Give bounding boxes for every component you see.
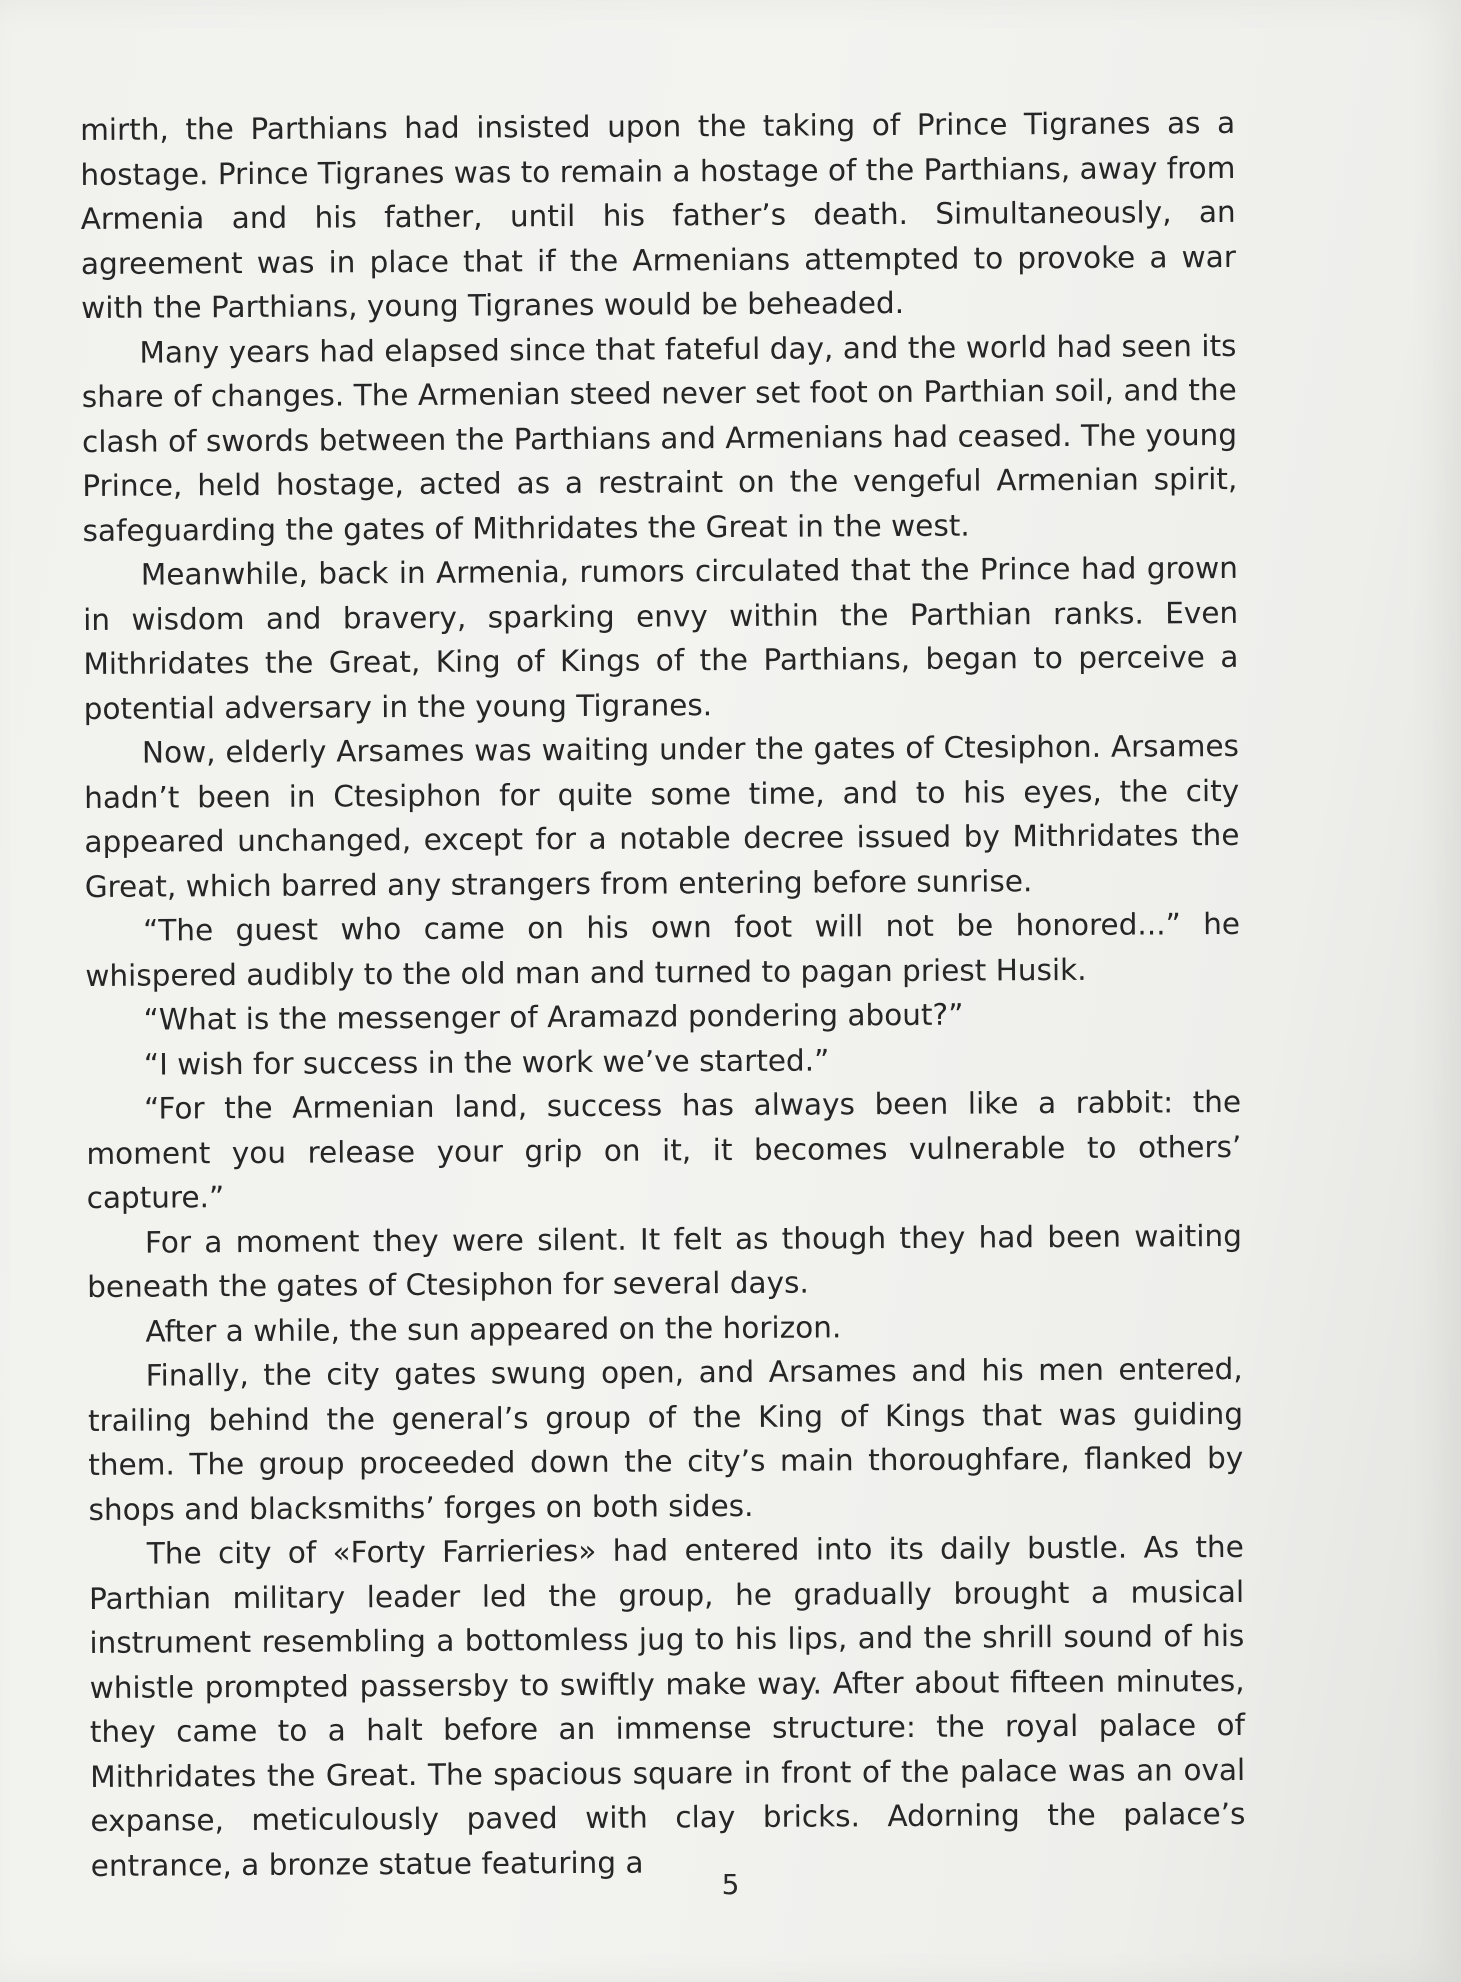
paragraph: “The guest who came on his own foot will not be honored...” he whispered audibly to the old man and turned to pagan priest Husik. <box>85 906 1241 993</box>
paragraph: Meanwhile, back in Armenia, rumors circulated that the Prince had grown in wisdom and bravery, sparking envy within the Parthian ranks. Even Mithridates the Great, King of Kings of the Parthians, began to perceive a potential adversary in the young Tigranes. <box>83 550 1239 726</box>
paragraph: mirth, the Parthians had insisted upon the taking of Prince Tigranes as a hostage. Prince Tigranes was to remain a hostage of the Parthians, away from Armenia and his father, until his father’s death. Simultaneously, an agreement was in place that if the Armenians attempted to provoke a war with the Parthians, young Tigranes would be beheaded. <box>80 105 1237 325</box>
paragraph: The city of «Forty Farrieries» had entered into its daily bustle. As the Parthian military leader led the group, he gradually brought a musical instrument resembling a bottomless jug to his lips, and the shrill sound of his whistle prompted passersby to swiftly make way. After about fifteen minutes, they came to a halt before an immense structure: the royal palace of Mithridates the Great. The spacious square in front of the palace was an oval expanse, meticulously paved with clay bricks. Adorning the palace’s entrance, a bronze statue featuring a <box>89 1529 1246 1883</box>
page-number: 5 <box>721 1868 740 1901</box>
paragraph: “What is the messenger of Aramazd pondering about?” <box>143 997 964 1037</box>
paragraph: “I wish for success in the work we’ve started.” <box>143 1042 830 1082</box>
paragraph: “For the Armenian land, success has always been like a rabbit: the moment you release your grip on it, it becomes vulnerable to others’ capture.” <box>86 1084 1242 1215</box>
paragraph: Finally, the city gates swung open, and Arsames and his men entered, trailing behind the general’s group of the King of Kings that was guiding them. The group proceeded down the city’s main thoroughfare, flanked by shops and blacksmiths’ forges on both sides. <box>87 1351 1244 1527</box>
paragraph: For a moment they were silent. It felt as though they had been waiting beneath the gates of Ctesiphon for several days. <box>87 1218 1243 1304</box>
body-text <box>80 101 1246 1888</box>
paragraph: After a while, the sun appeared on the horizon. <box>145 1309 842 1349</box>
paragraph: Many years had elapsed since that fateful day, and the world had seen its share of changes. The Armenian steed never set foot on Parthian soil, and the clash of swords between the Parthians and Armenians had ceased. The young Prince, held hostage, acted as a restraint on the vengeful Armenian spirit, safeguarding the gates of Mithridates the Great in the west. <box>81 328 1238 548</box>
paragraph: Now, elderly Arsames was waiting under the gates of Ctesiphon. Arsames hadn’t been in Ctesiphon for quite some time, and to his eyes, the city appeared unchanged, except for a notable decree issued by Mithridates the Great, which barred any strangers from entering before sunrise. <box>84 728 1240 904</box>
